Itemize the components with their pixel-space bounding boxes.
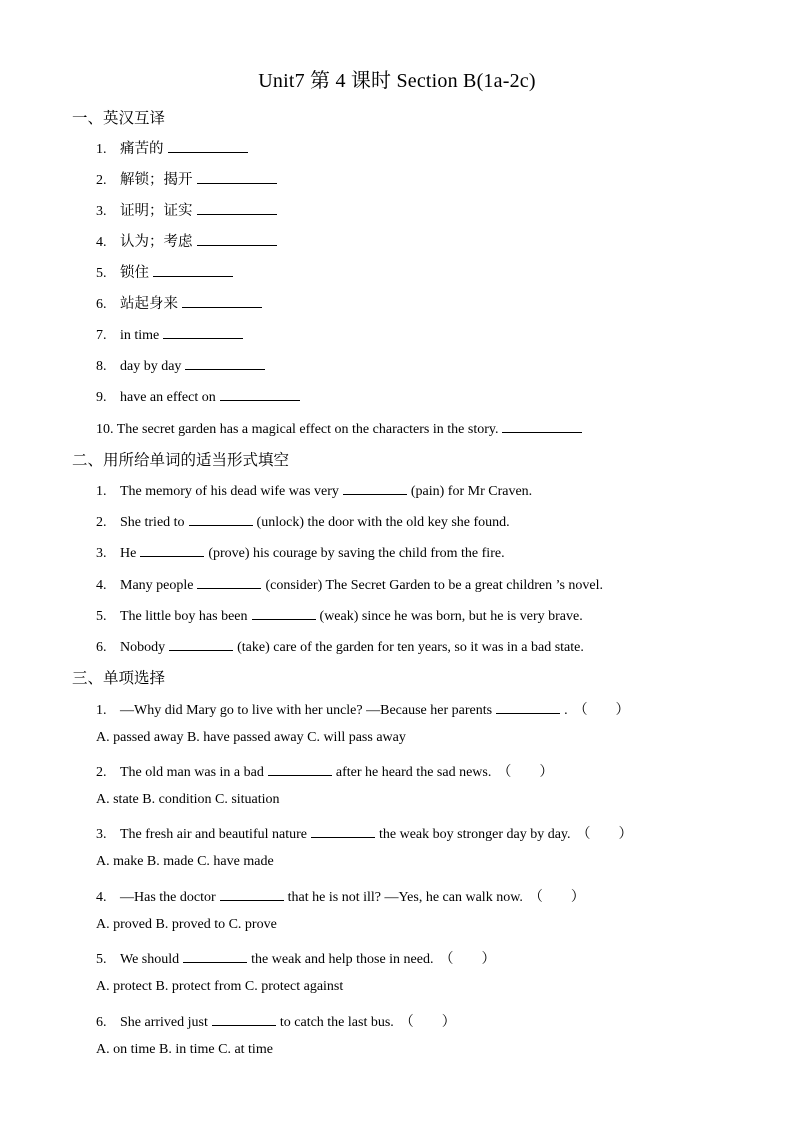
options-row: A. state B. condition C. situation xyxy=(96,792,280,807)
list-item: 4. 认为；考虑 xyxy=(96,230,281,251)
answer-blank[interactable] xyxy=(311,823,375,838)
list-item: 5. 锁住 xyxy=(96,261,237,282)
answer-parentheses[interactable]: （ ） xyxy=(573,703,630,718)
list-item: 10. The secret garden has a magical effect on the characters in the story. xyxy=(96,418,586,438)
list-item: 4. Many people (consider) The Secret Garden to be a great children ’s novel. xyxy=(96,574,603,594)
list-item: 3. 证明；证实 xyxy=(96,199,281,220)
list-item: 2. 解锁；揭开 xyxy=(96,168,281,189)
list-item: 2. She tried to (unlock) the door with the old key she found. xyxy=(96,511,510,531)
answer-parentheses[interactable]: （ ） xyxy=(576,827,633,842)
answer-parentheses[interactable]: （ ） xyxy=(497,765,554,780)
answer-parentheses[interactable]: （ ） xyxy=(528,890,585,905)
list-item: 8. day by day xyxy=(96,355,269,375)
question-row: 4. —Has the doctor that he is not ill? —Yes, he can walk now. （ ） xyxy=(96,886,585,906)
question-row: 6. She arrived just to catch the last bus. （ ） xyxy=(96,1011,456,1031)
answer-blank[interactable] xyxy=(183,948,247,963)
answer-blank[interactable] xyxy=(197,169,277,184)
answer-blank[interactable] xyxy=(197,574,261,589)
answer-blank[interactable] xyxy=(189,511,253,526)
section-2-heading: 二、用所给单词的适当形式填空 xyxy=(72,451,290,469)
options-row: A. on time B. in time C. at time xyxy=(96,1042,273,1057)
options-row: A. protect B. protect from C. protect against xyxy=(96,979,344,994)
answer-blank[interactable] xyxy=(212,1011,276,1026)
page-title: Unit7 第 4 课时 Section B(1a-2c) xyxy=(258,70,536,92)
answer-blank[interactable] xyxy=(185,355,265,370)
answer-blank[interactable] xyxy=(168,138,248,153)
list-item: 5. The little boy has been (weak) since he was born, but he is very brave. xyxy=(96,605,583,625)
answer-blank[interactable] xyxy=(220,386,300,401)
answer-blank[interactable] xyxy=(169,636,233,651)
answer-blank[interactable] xyxy=(268,761,332,776)
answer-parentheses[interactable]: （ ） xyxy=(399,1015,456,1030)
answer-blank[interactable] xyxy=(220,886,284,901)
question-row: 2. The old man was in a bad after he heard the sad news. （ ） xyxy=(96,761,553,781)
question-row: 3. The fresh air and beautiful nature the weak boy stronger day by day. （ ） xyxy=(96,823,633,843)
answer-blank[interactable] xyxy=(252,605,316,620)
answer-blank[interactable] xyxy=(163,324,243,339)
options-row: A. proved B. proved to C. prove xyxy=(96,917,277,932)
answer-blank[interactable] xyxy=(153,262,233,277)
list-item: 1. 痛苦的 xyxy=(96,137,252,158)
answer-blank[interactable] xyxy=(496,699,560,714)
list-item: 6. Nobody (take) care of the garden for ten years, so it was in a bad state. xyxy=(96,636,584,656)
answer-blank[interactable] xyxy=(502,418,582,433)
section-3-heading: 三、单项选择 xyxy=(72,669,166,687)
options-row: A. make B. made C. have made xyxy=(96,854,274,869)
list-item: 7. in time xyxy=(96,324,247,344)
answer-blank[interactable] xyxy=(182,293,262,308)
list-item: 6. 站起身来 xyxy=(96,292,266,313)
list-item: 9. have an effect on xyxy=(96,386,304,406)
answer-parentheses[interactable]: （ ） xyxy=(439,952,496,967)
question-row: 1. —Why did Mary go to live with her uncle? —Because her parents . （ ） xyxy=(96,699,630,719)
list-item: 3. He (prove) his courage by saving the child from the fire. xyxy=(96,542,505,562)
answer-blank[interactable] xyxy=(197,231,277,246)
list-item: 1. The memory of his dead wife was very (pain) for Mr Craven. xyxy=(96,480,532,500)
options-row: A. passed away B. have passed away C. will pass away xyxy=(96,730,406,745)
section-1-heading: 一、英汉互译 xyxy=(72,109,166,127)
question-row: 5. We should the weak and help those in need. （ ） xyxy=(96,948,495,968)
answer-blank[interactable] xyxy=(343,480,407,495)
answer-blank[interactable] xyxy=(197,200,277,215)
answer-blank[interactable] xyxy=(140,542,204,557)
